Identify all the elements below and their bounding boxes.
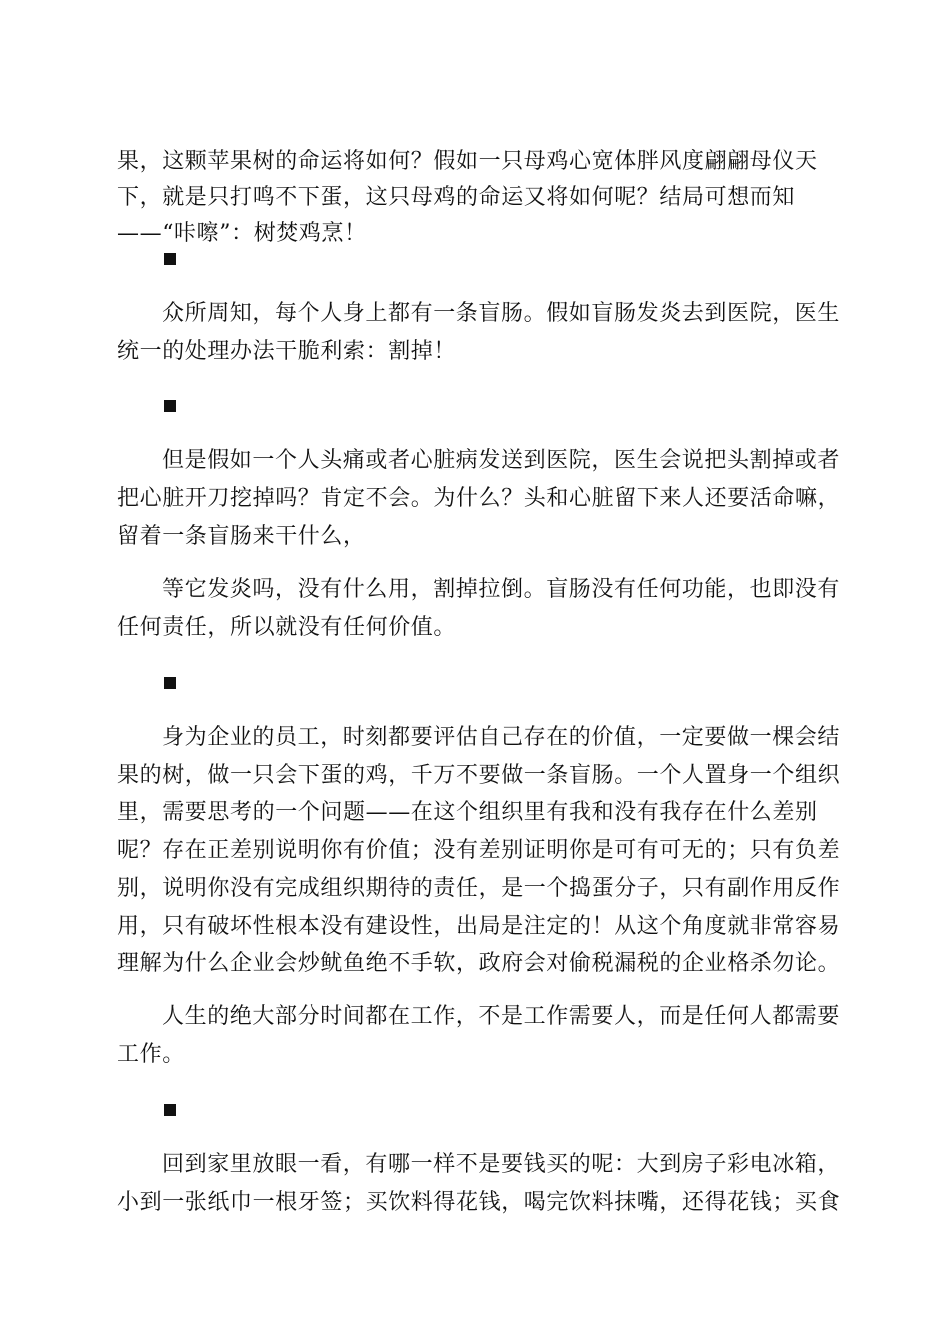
- paragraph-7-line-1: 回到家里放眼一看，有哪一样不是要钱买的呢：大到房子彩电冰箱，: [162, 1152, 841, 1177]
- paragraph-6-line-2: 工作。: [117, 1042, 185, 1067]
- paragraph-6-line-1: 人生的绝大部分时间都在工作，不是工作需要人，而是任何人都需要: [162, 1004, 841, 1029]
- paragraph-5-line-4: 呢？存在正差别说明你有价值；没有差别证明你是可有可无的；只有负差: [117, 838, 841, 863]
- paragraph-1-line-2: 下，就是只打鸣不下蛋，这只母鸡的命运又将如何呢？结局可想而知: [117, 185, 796, 210]
- paragraph-7-line-2: 小到一张纸巾一根牙签；买饮料得花钱，喝完饮料抹嘴，还得花钱；买食: [117, 1190, 841, 1215]
- paragraph-5-line-5: 别，说明你没有完成组织期待的责任，是一个捣蛋分子，只有副作用反作: [117, 876, 841, 901]
- section-divider-square-icon: [164, 677, 176, 689]
- paragraph-3-line-2: 把心脏开刀挖掉吗？肯定不会。为什么？头和心脏留下来人还要活命嘛，: [117, 486, 841, 511]
- paragraph-1-line-1: 果，这颗苹果树的命运将如何？假如一只母鸡心宽体胖风度翩翩母仪天: [117, 149, 818, 174]
- section-divider-square-icon: [164, 1104, 176, 1116]
- paragraph-3-line-1: 但是假如一个人头痛或者心脏病发送到医院，医生会说把头割掉或者: [162, 448, 841, 473]
- paragraph-5-line-6: 用，只有破坏性根本没有建设性，出局是注定的！从这个角度就非常容易: [117, 914, 841, 939]
- paragraph-3-line-3: 留着一条盲肠来干什么，: [117, 524, 366, 549]
- paragraph-2-line-2: 统一的处理办法干脆利索：割掉！: [117, 339, 457, 364]
- paragraph-2-line-1: 众所周知，每个人身上都有一条盲肠。假如盲肠发炎去到医院，医生: [162, 301, 841, 326]
- paragraph-5-line-1: 身为企业的员工，时刻都要评估自己存在的价值，一定要做一棵会结: [162, 725, 841, 750]
- paragraph-1-line-3: ——“咔嚓”：树焚鸡烹！: [117, 221, 367, 246]
- paragraph-5-line-7: 理解为什么企业会炒鱿鱼绝不手软，政府会对偷税漏税的企业格杀勿论。: [117, 951, 841, 976]
- paragraph-5-line-3: 里，需要思考的一个问题——在这个组织里有我和没有我存在什么差别: [117, 800, 818, 825]
- paragraph-4-line-2: 任何责任，所以就没有任何价值。: [117, 615, 457, 640]
- section-divider-square-icon: [164, 253, 176, 265]
- document-page: [117, 0, 841, 1344]
- paragraph-4-line-1: 等它发炎吗，没有什么用，割掉拉倒。盲肠没有任何功能，也即没有: [162, 577, 841, 602]
- section-divider-square-icon: [164, 400, 176, 412]
- paragraph-5-line-2: 果的树，做一只会下蛋的鸡，千万不要做一条盲肠。一个人置身一个组织: [117, 763, 841, 788]
